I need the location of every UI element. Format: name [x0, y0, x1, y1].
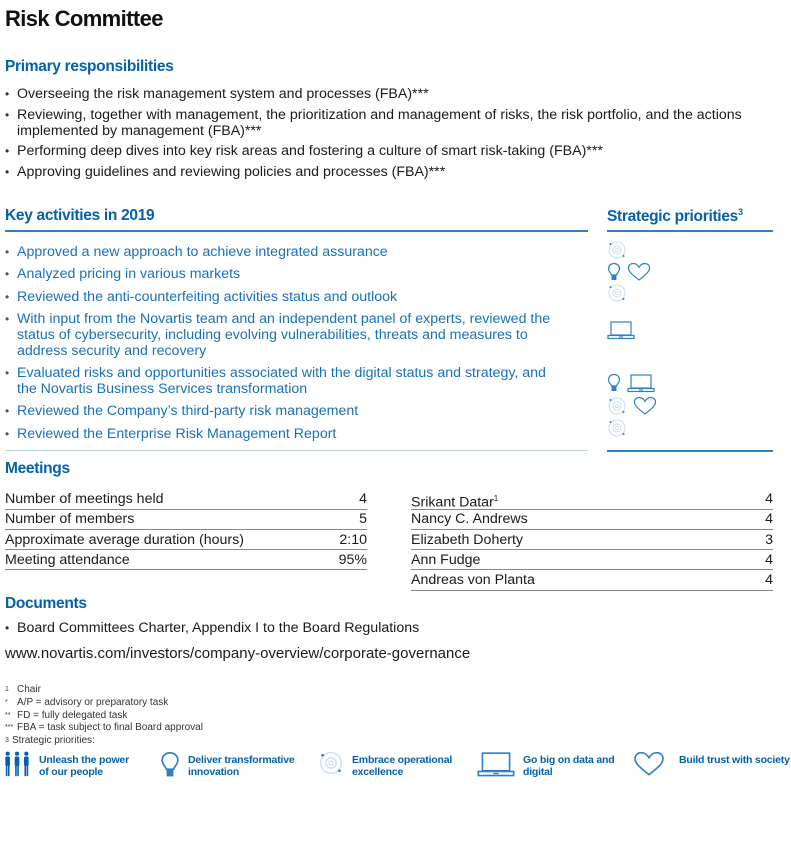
activity-priorities [607, 396, 657, 416]
member-name: Andreas von Planta [411, 572, 535, 589]
key-activities-heading: Key activities in 2019 [5, 207, 155, 224]
gear-icon [607, 418, 627, 438]
laptop-icon [477, 750, 515, 778]
member-name: Ann Fudge [411, 551, 481, 568]
divider [607, 230, 773, 232]
footnote-text: FD = fully delegated task [17, 709, 128, 721]
gear-icon [607, 396, 627, 416]
footnote-text: FBA = task subject to final Board approval [17, 722, 203, 734]
table-row [411, 510, 773, 530]
table-row [5, 531, 367, 551]
meeting-stats-table [5, 490, 367, 571]
laptop-icon [627, 373, 655, 393]
activity-priorities [607, 373, 655, 393]
stat-value: 4 [359, 491, 367, 507]
laptop-icon [607, 320, 635, 340]
list-item: • Reviewed the Enterprise Risk Management Report [5, 426, 585, 442]
activity-priorities [607, 320, 635, 340]
footnote-ref: 3 [737, 207, 743, 217]
list-item: • Approved a new approach to achieve integrated assurance [5, 244, 585, 260]
table-row [5, 551, 367, 571]
legend-item [3, 750, 139, 778]
member-name-text: Srikant Datar [411, 494, 494, 511]
list-item: • Reviewed the anti-counterfeiting activities status and outlook [5, 289, 585, 305]
gear-icon [318, 750, 344, 776]
footnotes [5, 684, 203, 748]
list-item: • Analyzed pricing in various markets [5, 266, 585, 282]
list-item: • Reviewed the Company’s third-party risk management [5, 403, 585, 419]
activity-priorities [607, 262, 651, 282]
table-row [411, 571, 773, 591]
footnote [5, 697, 203, 710]
footnote [5, 735, 203, 748]
gear-icon [607, 240, 627, 260]
member-name: Elizabeth Doherty [411, 531, 523, 548]
legend-item [477, 750, 618, 778]
stat-label: Meeting attendance [5, 551, 130, 568]
member-name: Nancy C. Andrews [411, 511, 528, 528]
footnote-ref: 1 [493, 494, 499, 503]
footnote-mark: 1 [5, 686, 9, 693]
divider [5, 230, 588, 232]
lightbulb-icon [607, 262, 621, 282]
divider [5, 450, 588, 451]
list-item: • Reviewing, together with management, the prioritization and management of risks, the risk portfolio, and the actions implemented by management (FBA)*** [5, 107, 785, 139]
footnote [5, 710, 203, 723]
activity-priorities [607, 418, 627, 438]
footnote-mark: ** [5, 711, 11, 719]
governance-url-link[interactable]: www.novartis.com/investors/company-overview/corporate-governance [5, 645, 471, 662]
key-activities-list [5, 244, 585, 448]
page-title: Risk Committee [5, 6, 163, 31]
table-row [411, 531, 773, 551]
footnote [5, 684, 203, 697]
member-value: 4 [765, 491, 773, 507]
legend-label: Deliver transformative innovation [188, 754, 295, 778]
legend-label: Go big on data and digital [523, 754, 615, 778]
documents-heading: Documents [5, 595, 87, 612]
legend-label: Build trust with society [679, 754, 790, 766]
legend-item [633, 750, 791, 778]
table-row [411, 490, 773, 510]
footnote-text: Chair [17, 684, 41, 695]
primary-responsibilities-heading: Primary responsibilities [5, 58, 174, 75]
activity-priorities [607, 283, 627, 303]
list-item: • Performing deep dives into key risk areas and fostering a culture of smart risk-taking (FBA)*** [5, 143, 785, 159]
list-item: • Approving guidelines and reviewing policies and processes (FBA)*** [5, 164, 785, 180]
list-item: • Evaluated risks and opportunities associated with the digital status and strategy, and the Novartis Business Services transformation [5, 365, 557, 397]
people-icon [3, 750, 31, 778]
member-attendance-table [411, 490, 773, 591]
divider [607, 450, 773, 452]
stat-label: Number of meetings held [5, 491, 164, 507]
activity-priorities [607, 240, 627, 260]
footnote-text: Strategic priorities: [12, 735, 95, 747]
footnote-text: A/P = advisory or preparatory task [17, 696, 169, 708]
stat-label: Approximate average duration (hours) [5, 531, 244, 548]
footnote-mark: 3 [5, 737, 9, 745]
legend-label: Embrace operational excellence [352, 754, 453, 778]
legend-item [160, 750, 298, 780]
strategic-priorities-label: Strategic priorities [607, 208, 738, 226]
heart-icon [627, 262, 651, 282]
stat-label: Number of members [5, 511, 135, 528]
primary-responsibilities-list [5, 86, 785, 184]
list-item: • With input from the Novartis team and an independent panel of experts, reviewed the status of cybersecurity, including evolving vulnerabilities, threats and measures to address security and recovery [5, 311, 562, 359]
lightbulb-icon [160, 750, 180, 780]
table-row [411, 551, 773, 571]
heart-icon [633, 396, 657, 416]
meetings-heading: Meetings [5, 460, 70, 477]
list-item: • Overseeing the risk management system and processes (FBA)*** [5, 86, 785, 102]
member-name [411, 490, 498, 509]
footnote-mark: *** [5, 724, 14, 732]
table-row [5, 490, 367, 510]
footnote-mark: * [5, 698, 8, 706]
member-value: 4 [765, 551, 773, 568]
stat-value: 95% [338, 551, 367, 568]
member-value: 4 [765, 511, 773, 528]
legend-item [318, 750, 462, 778]
documents-list [5, 620, 785, 641]
legend-label: Unleash the power of our people [39, 754, 129, 778]
stat-value: 5 [359, 511, 367, 528]
table-row [5, 510, 367, 530]
lightbulb-icon [607, 373, 621, 393]
strategic-priorities-heading [607, 207, 743, 226]
member-value: 4 [765, 572, 773, 589]
stat-value: 2:10 [339, 531, 367, 548]
footnote [5, 722, 203, 735]
member-value: 3 [765, 531, 773, 548]
heart-icon [633, 750, 665, 778]
gear-icon [607, 283, 627, 303]
document-link[interactable]: • Board Committees Charter, Appendix I to the Board Regulations [5, 620, 785, 636]
